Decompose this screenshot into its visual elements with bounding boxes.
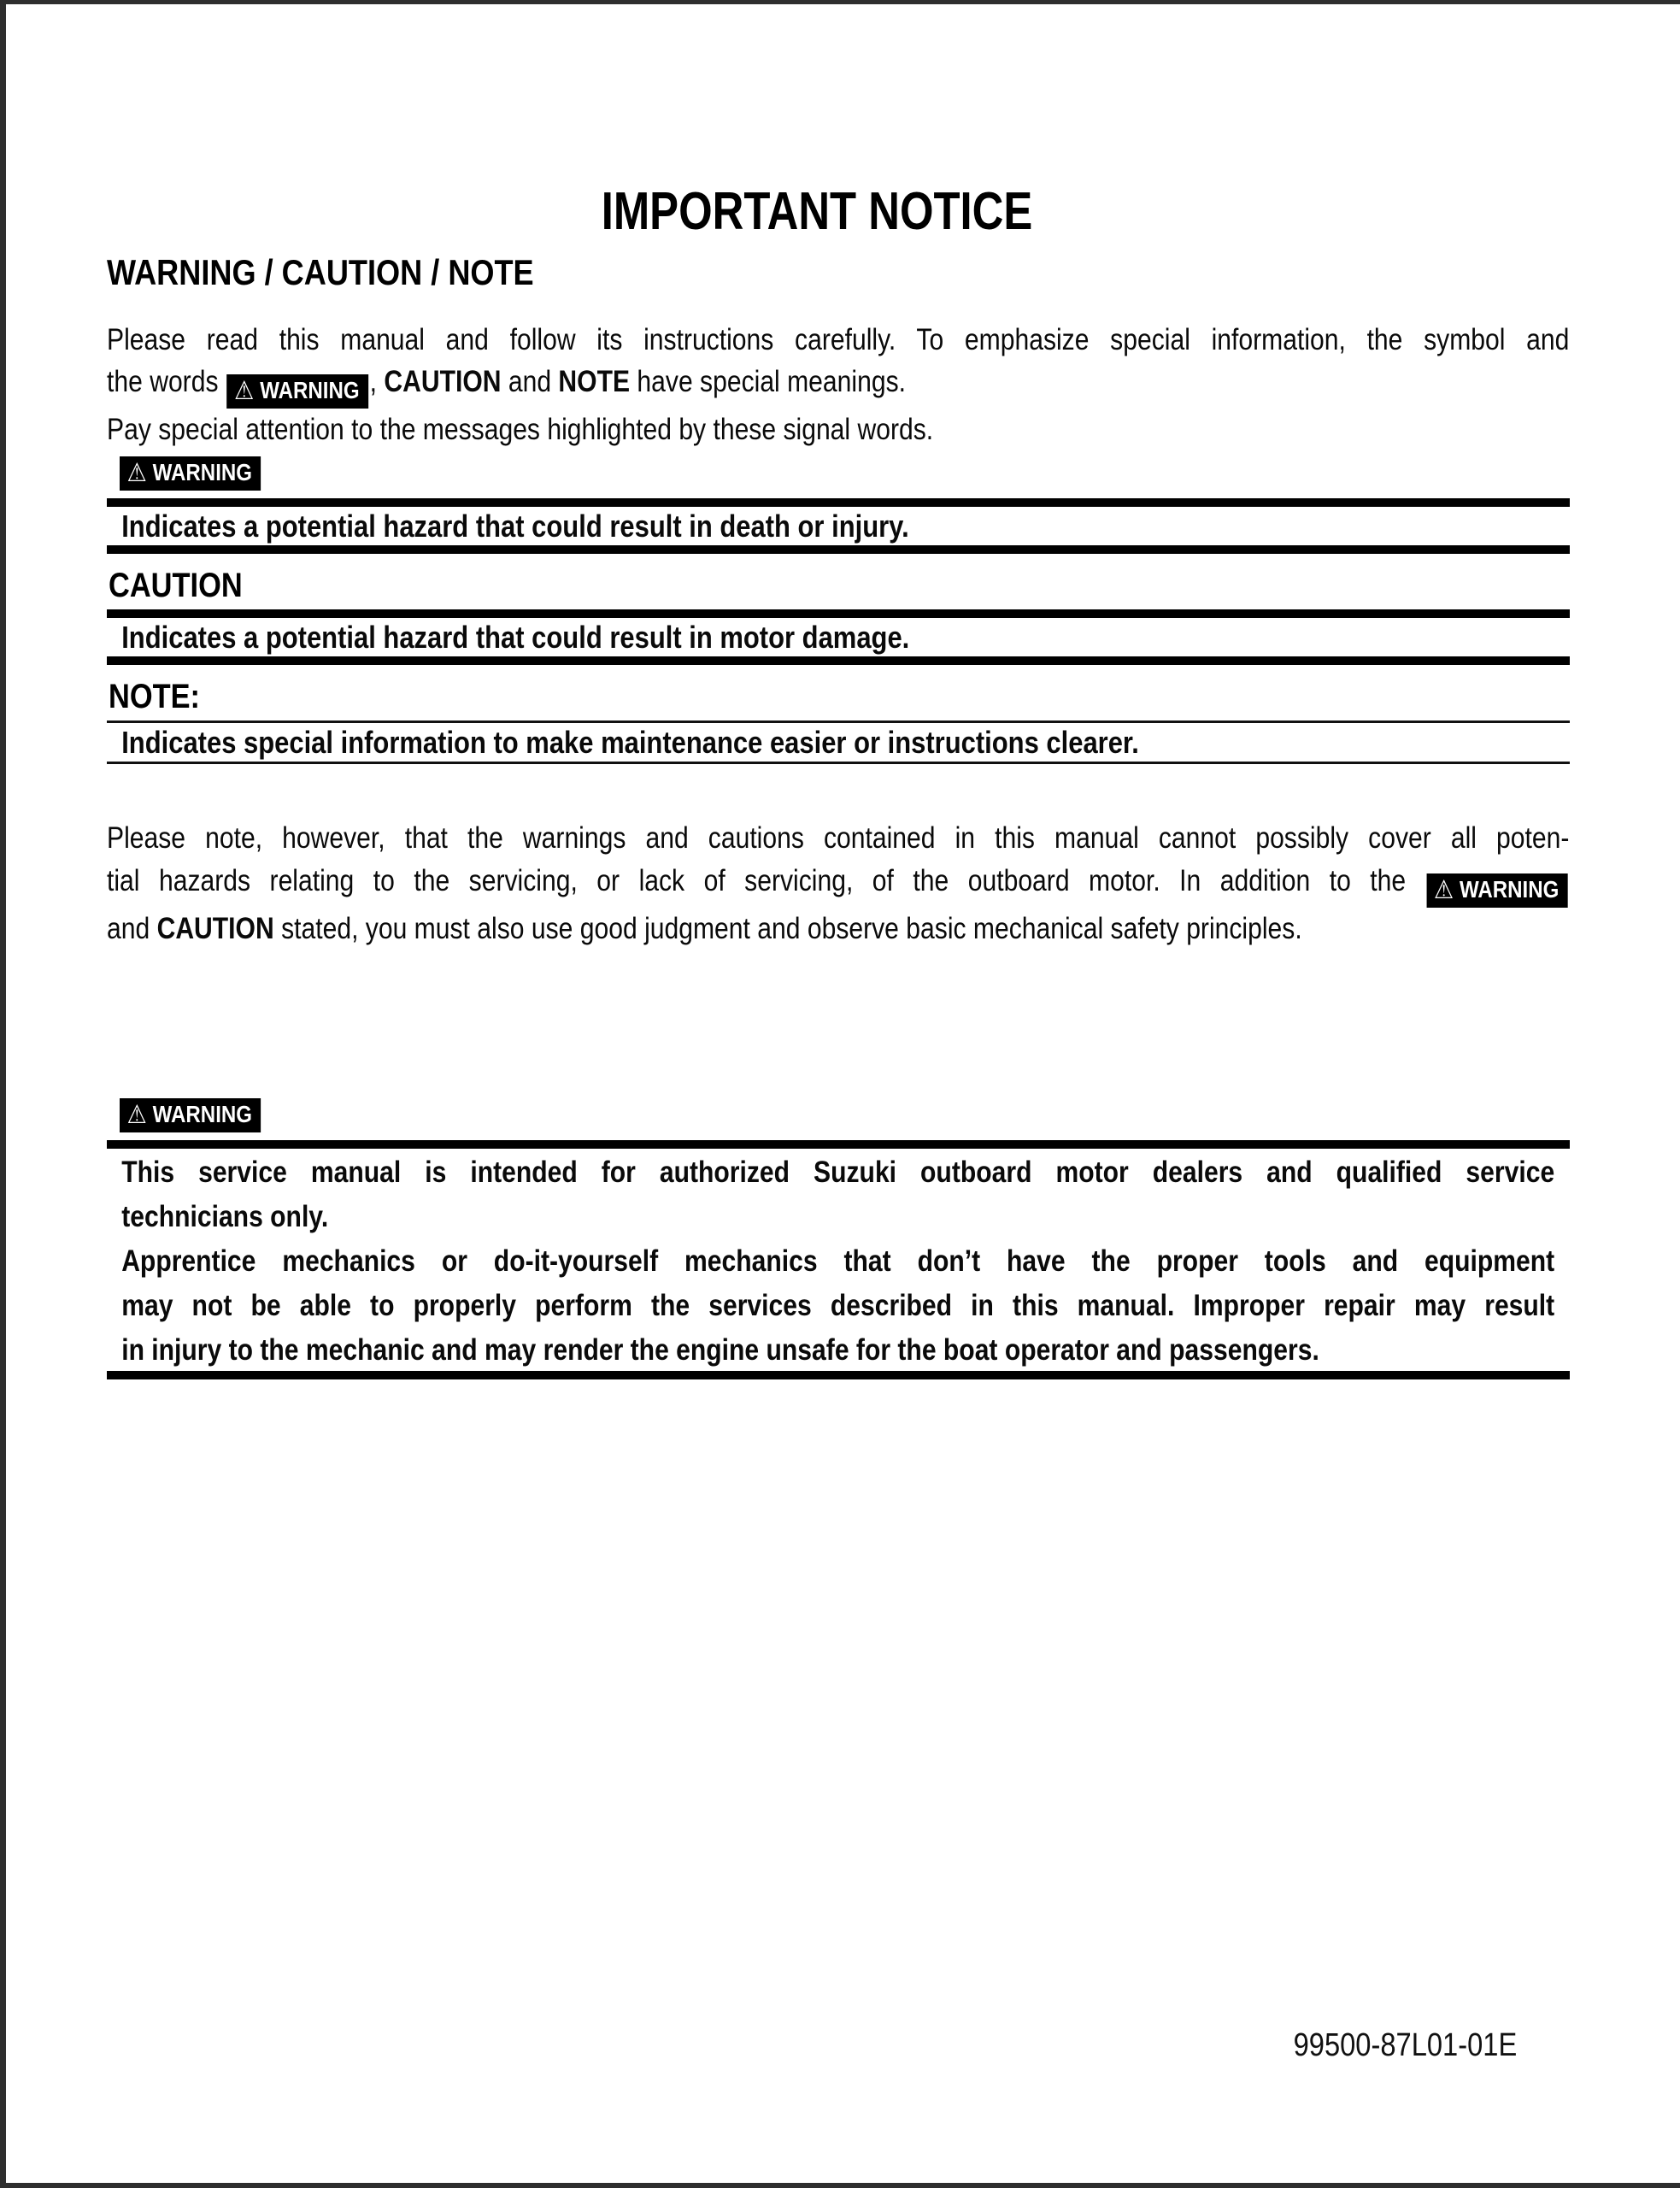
scan-border-top: [0, 0, 1680, 4]
note-definition-text: Indicates special information to make maintenance easier or instructions clearer.: [121, 725, 1139, 760]
caution-word: CAUTION: [156, 912, 274, 945]
text-run: ,: [369, 365, 385, 398]
page-title: IMPORTANT NOTICE: [601, 181, 1033, 241]
rule-bottom: [107, 656, 1570, 665]
text-run: tial hazards relating to the servicing, or lack of servicing, of the outboard motor. In addition to the: [107, 864, 1425, 897]
text-run: stated, you must also use good judgment and observe basic mechanical safety principles.: [273, 912, 1302, 945]
dealer-warning-line: technicians only.: [121, 1200, 329, 1233]
rule-bottom: [107, 1371, 1570, 1379]
warning-triangle-icon: ⚠: [1433, 876, 1454, 904]
warning-triangle-icon: ⚠: [234, 377, 255, 405]
warning-badge-label: WARNING: [152, 1101, 253, 1127]
warning-definition-text: Indicates a potential hazard that could result in death or injury.: [121, 509, 909, 544]
paragraph-line: [107, 908, 1569, 950]
scan-border-bottom: [0, 2183, 1680, 2188]
warning-definition-box: [107, 498, 1570, 554]
dealer-warning-line: Apprentice mechanics or do-it-yourself mechanics that don’t have the proper tools and equipment: [121, 1244, 1555, 1278]
dealer-warning-line: may not be able to properly perform the services described in this manual. Improper repair may result: [121, 1289, 1555, 1322]
rule-top: [107, 1140, 1570, 1149]
note-heading: NOTE:: [109, 678, 201, 715]
text-run: have special meanings.: [630, 365, 906, 398]
text-run: and: [107, 912, 157, 945]
section-heading: WARNING / CAUTION / NOTE: [107, 252, 534, 292]
rule-bottom: [107, 762, 1570, 764]
intro-paragraph: [107, 319, 1570, 450]
scan-border-left: [0, 0, 6, 2188]
note-word: NOTE: [558, 365, 631, 398]
paragraph-line: Please note, however, that the warnings and cautions contained in this manual cannot possibly cover all poten-: [107, 821, 1570, 855]
paragraph-line: [107, 361, 1569, 409]
text-run: the words: [107, 365, 226, 398]
warning-badge: [120, 456, 261, 491]
dealer-warning-box: [107, 1140, 1570, 1379]
paragraph-line: [107, 860, 1569, 908]
warning-triangle-icon: ⚠: [126, 1101, 147, 1129]
caution-definition-box: [107, 609, 1570, 665]
caution-word: CAUTION: [384, 365, 502, 398]
text-run: and: [501, 365, 559, 398]
rule-bottom: [107, 545, 1570, 554]
paragraph-line: Pay special attention to the messages highlighted by these signal words.: [107, 413, 934, 446]
rule-top: [107, 498, 1570, 507]
warning-badge-inline: [1426, 873, 1567, 908]
caution-definition-text: Indicates a potential hazard that could result in motor damage.: [121, 620, 910, 655]
dealer-warning-line: This service manual is intended for authorized Suzuki outboard motor dealers and qualified service: [121, 1156, 1555, 1189]
paragraph-line: Please read this manual and follow its instructions carefully. To emphasize special information, the symbol and: [107, 323, 1570, 356]
dealer-warning-line: in injury to the mechanic and may render the engine unsafe for the boat operator and passengers.: [121, 1333, 1319, 1367]
warning-badge-label: WARNING: [152, 459, 253, 485]
warning-badge-label: WARNING: [260, 377, 360, 403]
warning-badge-inline: [227, 374, 368, 409]
supplementary-paragraph: [107, 817, 1570, 950]
rule-top: [107, 609, 1570, 618]
note-definition-box: [107, 721, 1570, 764]
warning-badge-label: WARNING: [1459, 876, 1560, 903]
part-number: 99500-87L01-01E: [1293, 2027, 1517, 2063]
warning-badge: [120, 1098, 261, 1132]
warning-triangle-icon: ⚠: [126, 459, 147, 487]
caution-heading: CAUTION: [109, 567, 243, 604]
